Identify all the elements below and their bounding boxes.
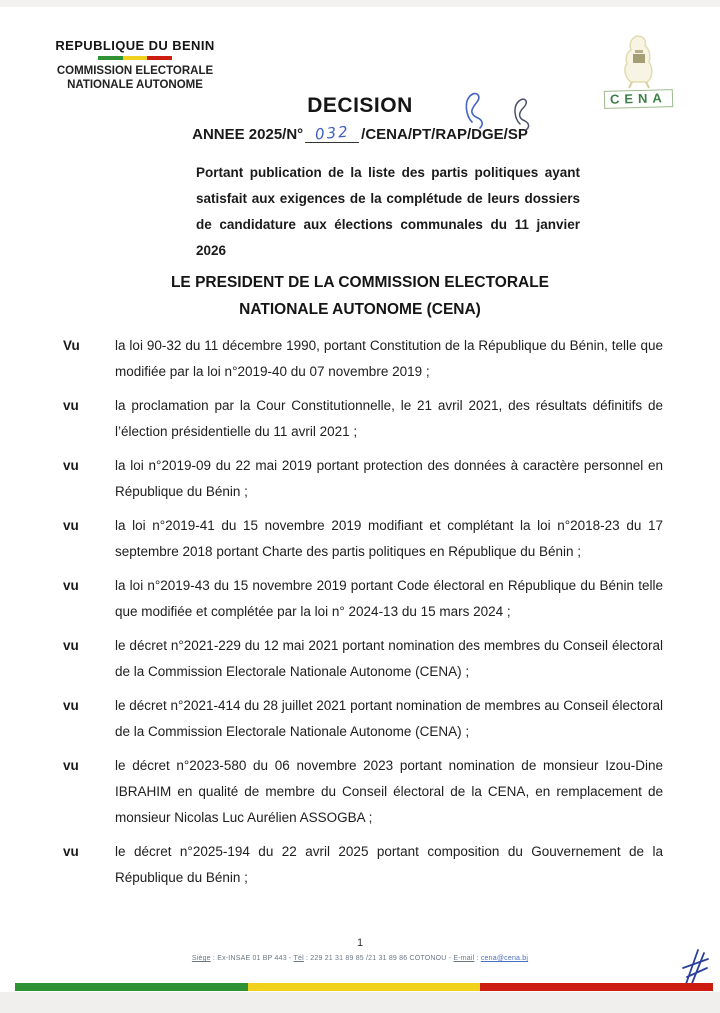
commission-name-line2: NATIONALE AUTONOME (67, 79, 203, 91)
subject-paragraph: Portant publication de la liste des partis politiques ayant satisfait aux exigences de la complétude de leurs dossiers de candidature aux élections communales du 11 janvier 2026 (196, 165, 580, 258)
reference-suffix: /CENA/PT/RAP/DGE/SP (361, 126, 528, 143)
vu-text: la loi n°2019-43 du 15 novembre 2019 portant Code électoral en République du Bénin telle que modifiée et complétée par la loi n° 2024-13 du 15 mars 2024 ; (115, 578, 663, 619)
benin-flag-bar (98, 56, 172, 60)
flag-red-segment (147, 56, 172, 60)
vu-text: la loi n°2019-09 du 22 mai 2019 portant protection des données à caractère personnel en République du Bénin ; (115, 458, 663, 499)
handwritten-decision-number: 032 (314, 122, 351, 144)
consideration-item (63, 693, 663, 745)
republic-title: REPUBLIQUE DU BENIN (55, 38, 215, 53)
bottom-tricolor-bar (15, 983, 713, 991)
consideration-item (63, 839, 663, 891)
footer-email-sep: : (474, 955, 481, 962)
bar-green-segment (15, 983, 248, 991)
consideration-item (63, 753, 663, 831)
flag-green-segment (98, 56, 123, 60)
president-heading-line1: LE PRESIDENT DE LA COMMISSION ELECTORALE (170, 274, 550, 291)
footer-contact-line (0, 955, 720, 962)
vu-label: vu (63, 638, 79, 653)
vu-text: le décret n°2025-194 du 22 avril 2025 portant composition du Gouvernement de la République du Bénin ; (115, 844, 663, 885)
consideration-item (63, 573, 663, 625)
photo-edge-bottom (0, 992, 720, 1013)
consideration-item (63, 633, 663, 685)
vu-text: le décret n°2021-229 du 12 mai 2021 portant nomination des membres du Conseil électoral de la Commission Electorale Nationale Autonome (CENA) ; (115, 638, 663, 679)
vu-text: la loi 90-32 du 11 décembre 1990, portant Constitution de la République du Bénin, telle que modifiée par la loi n°2019-40 du 07 novembre 2019 ; (115, 338, 663, 379)
reference-prefix: ANNEE 2025/N° (192, 126, 304, 143)
consideration-item (63, 513, 663, 565)
vu-text: la loi n°2019-41 du 15 novembre 2019 modifiant et complétant la loi n°2018-23 du 17 septembre 2018 portant Charte des partis politiques en République du Bénin ; (115, 518, 663, 559)
consideration-item (63, 453, 663, 505)
cena-emblem-icon (607, 34, 669, 90)
vu-label: vu (63, 578, 79, 593)
cena-logo-text: CENA (603, 89, 672, 109)
footer-siege-label: Siège (191, 955, 211, 962)
photo-edge-top (0, 0, 720, 7)
footer-tel-label: Tél (293, 955, 304, 962)
reference-line (0, 124, 720, 143)
document-title: DECISION (307, 94, 413, 117)
footer-tel-value: : 229 21 31 89 85 /21 31 89 86 COTONOU - (303, 955, 454, 962)
bar-yellow-segment (248, 983, 481, 991)
vu-text: la proclamation par la Cour Constitutionnelle, le 21 avril 2021, des résultats définitifs de l’élection présidentielle du 11 avril 2021 ; (115, 398, 663, 439)
vu-label: vu (63, 398, 79, 413)
footer-siege-value: : Ex-INSAE 01 BP 443 - (210, 955, 294, 962)
footer-email-label: E-mail (453, 955, 475, 962)
commission-name-line1: COMMISSION ELECTORALE (56, 65, 214, 77)
considerations-list (63, 333, 663, 899)
vu-text: le décret n°2021-414 du 28 juillet 2021 portant nomination de membres au Conseil électoral de la Commission Electorale Nationale Autonome (CENA) ; (115, 698, 663, 739)
vu-label: vu (63, 458, 79, 473)
vu-label: vu (63, 758, 79, 773)
president-heading (0, 269, 720, 323)
org-header (50, 38, 220, 92)
handwritten-paraphe-icon (508, 94, 534, 132)
reference-number-slot (305, 124, 359, 143)
page-number: 1 (356, 937, 364, 949)
vu-text: le décret n°2023-580 du 06 novembre 2023 portant nomination de monsieur Izou-Dine IBRAHIM en qualité de membre du Conseil électoral de la CENA, en remplacement de monsieur Nicolas Luc Aurélien ASSOGBA ; (115, 758, 663, 825)
vu-label: vu (63, 518, 79, 533)
handwritten-paraphe-icon (458, 88, 488, 130)
vu-label: vu (63, 698, 79, 713)
footer-email-value: cena@cena.bj (480, 955, 529, 962)
consideration-item (63, 393, 663, 445)
president-heading-line2: NATIONALE AUTONOME (CENA) (239, 301, 481, 318)
vu-label: vu (63, 844, 79, 859)
vu-label: Vu (63, 338, 80, 353)
bar-red-segment (480, 983, 713, 991)
consideration-item (63, 333, 663, 385)
flag-yellow-segment (123, 56, 148, 60)
handwritten-initials-icon (678, 948, 712, 988)
